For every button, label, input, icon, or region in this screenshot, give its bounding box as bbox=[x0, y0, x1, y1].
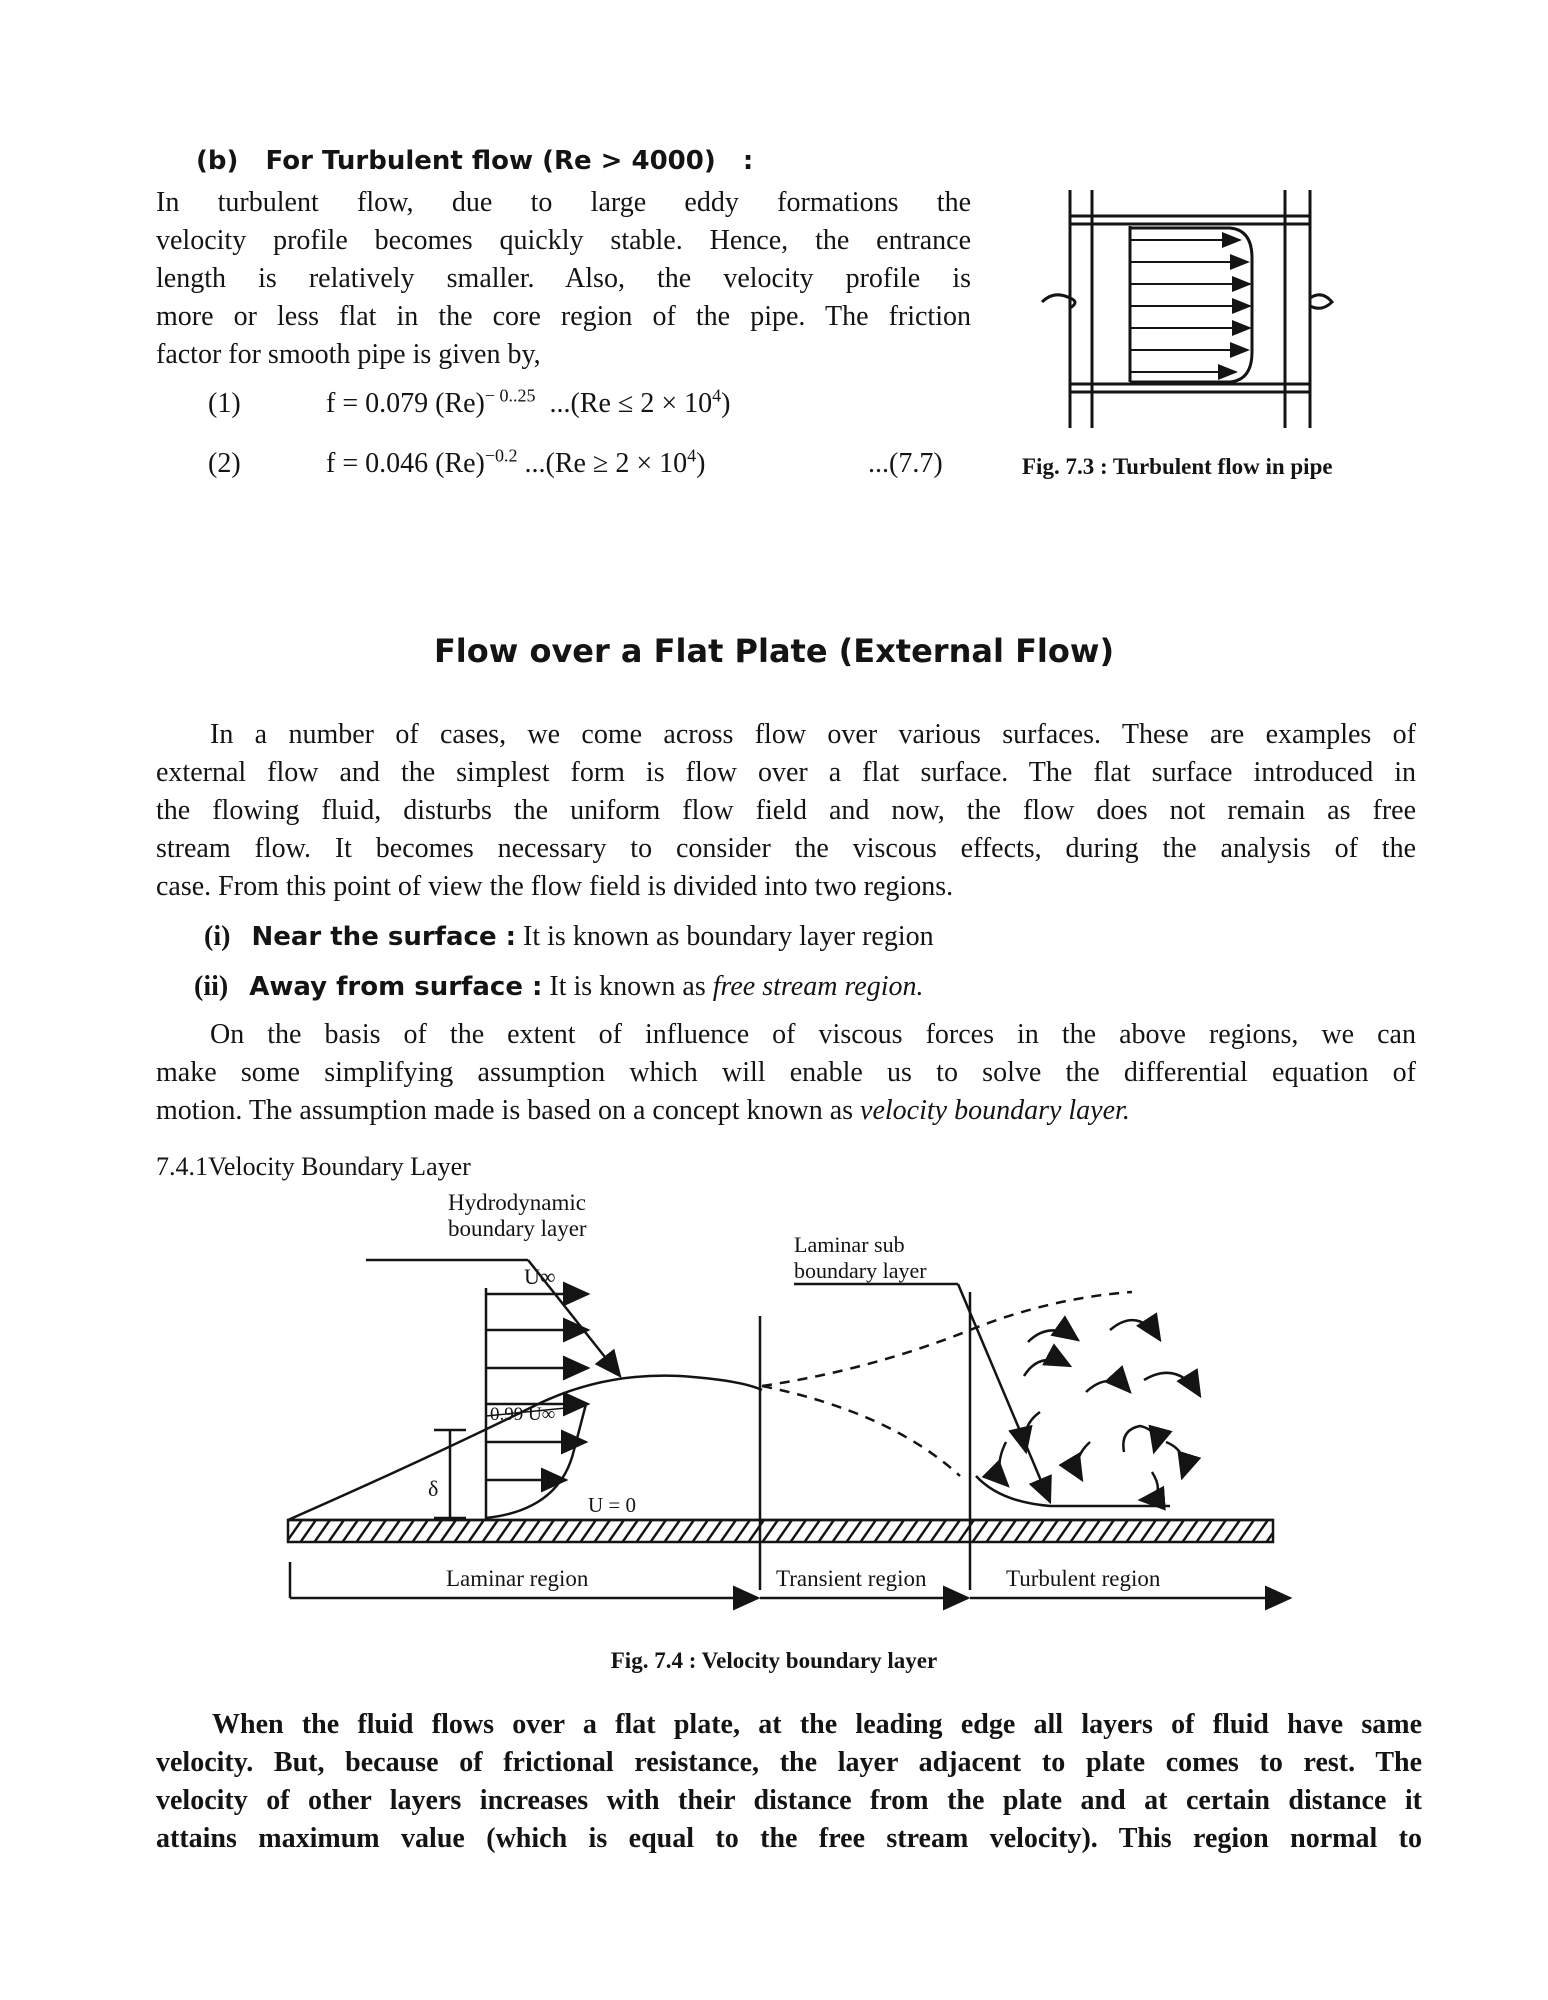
closing-line-4: attains maximum value (which is equal to the free stream velocity). This region normal to bbox=[156, 1823, 1422, 1854]
item2-number: (ii) bbox=[194, 971, 229, 1002]
eq2-number: (2) bbox=[208, 448, 241, 479]
item1-number: (i) bbox=[204, 921, 231, 952]
eq1-exponent: − 0..25 bbox=[484, 385, 536, 406]
turbulent-line-5: factor for smooth pipe is given by, bbox=[156, 339, 541, 370]
eq1-lhs: f = 0.079 (Re) bbox=[326, 388, 485, 419]
flat-plate bbox=[288, 1520, 1273, 1542]
fig-7-4-caption: Fig. 7.4 : Velocity boundary layer bbox=[610, 1648, 938, 1673]
eq1-condition: ...(Re ≤ 2 × 10 bbox=[549, 388, 713, 419]
basis-italic: velocity boundary layer. bbox=[860, 1095, 1130, 1126]
transient-region-label: Transient region bbox=[776, 1566, 927, 1591]
basis-line-3 bbox=[156, 1092, 1130, 1130]
turbulent-pipe-figure bbox=[1040, 180, 1360, 430]
intro-line-3: the flowing fluid, disturbs the uniform flow field and now, the flow does not remain as free bbox=[156, 795, 1416, 826]
item1-label: Near the surface : bbox=[251, 922, 517, 952]
equation-2 bbox=[326, 445, 706, 480]
subsection-title: 7.4.1Velocity Boundary Layer bbox=[156, 1152, 471, 1181]
laminar-sub-label-2: boundary layer bbox=[794, 1258, 927, 1283]
u99-label: 0.99 U∞ bbox=[490, 1404, 556, 1425]
equation-1 bbox=[326, 385, 731, 420]
list-item-away-surface bbox=[194, 968, 923, 1006]
basis-line-1: On the basis of the extent of influence of viscous forces in the above regions, we can bbox=[210, 1019, 1416, 1050]
item2-text: It is known as bbox=[549, 971, 706, 1002]
eq1-number: (1) bbox=[208, 388, 241, 419]
eq2-cond-exponent: 4 bbox=[687, 445, 697, 466]
hydro-label-1: Hydrodynamic bbox=[448, 1190, 586, 1215]
transition-lower-dashed bbox=[762, 1386, 960, 1476]
section-title: Flow over a Flat Plate (External Flow) bbox=[433, 632, 1115, 670]
delta-label: δ bbox=[428, 1476, 439, 1501]
heading-colon: : bbox=[742, 146, 754, 176]
basis-line-2: make some simplifying assumption which will enable us to solve the differential equation of bbox=[156, 1057, 1416, 1088]
eq2-close: ) bbox=[696, 448, 706, 479]
equation-reference: ...(7.7) bbox=[868, 448, 943, 479]
closing-line-1: When the fluid flows over a flat plate, at the leading edge all layers of fluid have same bbox=[212, 1709, 1422, 1740]
laminar-sub-label-1: Laminar sub bbox=[794, 1232, 905, 1257]
intro-line-4: stream flow. It becomes necessary to consider the viscous effects, during the analysis of the bbox=[156, 833, 1416, 864]
fig-7-3-caption: Fig. 7.3 : Turbulent flow in pipe bbox=[1022, 454, 1333, 479]
heading-label: (b) bbox=[196, 146, 239, 176]
eq1-cond-exponent: 4 bbox=[712, 385, 722, 406]
hydro-leader-arrow bbox=[528, 1260, 620, 1376]
basis-last-text: motion. The assumption made is based on a concept known as bbox=[156, 1095, 854, 1126]
item2-label: Away from surface : bbox=[249, 972, 543, 1002]
pipe-break-right bbox=[1310, 295, 1332, 308]
closing-line-3: velocity of other layers increases with their distance from the plate and at certain distance it bbox=[156, 1785, 1422, 1816]
laminar-sublayer-curve bbox=[976, 1476, 1170, 1506]
u-infinity-label: U∞ bbox=[524, 1264, 556, 1289]
boundary-layer-curve bbox=[288, 1376, 762, 1520]
intro-line-2: external flow and the simplest form is flow over a flat surface. The flat surface introduced in bbox=[156, 757, 1416, 788]
turbulent-line-2: velocity profile becomes quickly stable. Hence, the entrance bbox=[156, 225, 971, 256]
turbulent-heading bbox=[196, 142, 753, 180]
u-zero-label: U = 0 bbox=[588, 1493, 637, 1517]
eq1-close: ) bbox=[721, 388, 731, 419]
turbulent-line-1: In turbulent flow, due to large eddy formations the bbox=[156, 187, 971, 218]
list-item-near-surface bbox=[204, 918, 934, 956]
turbulent-line-3: length is relatively smaller. Also, the velocity profile is bbox=[156, 263, 971, 294]
item2-italic: free stream region. bbox=[712, 971, 924, 1002]
eq2-condition: ...(Re ≥ 2 × 10 bbox=[524, 448, 688, 479]
hydro-label-2: boundary layer bbox=[448, 1216, 587, 1241]
intro-line-1: In a number of cases, we come across flow over various surfaces. These are examples of bbox=[210, 719, 1416, 750]
closing-line-2: velocity. But, because of frictional resistance, the layer adjacent to plate comes to rest. The bbox=[156, 1747, 1422, 1778]
intro-line-5: case. From this point of view the flow field is divided into two regions. bbox=[156, 871, 954, 902]
velocity-boundary-layer-figure bbox=[270, 1180, 1310, 1630]
eq2-lhs: f = 0.046 (Re) bbox=[326, 448, 485, 479]
item1-text: It is known as boundary layer region bbox=[523, 921, 934, 952]
turbulent-region-label: Turbulent region bbox=[1006, 1566, 1161, 1591]
eq2-exponent: −0.2 bbox=[484, 445, 518, 466]
heading-text: For Turbulent flow (Re > 4000) bbox=[265, 146, 716, 176]
laminar-region-label: Laminar region bbox=[446, 1566, 589, 1591]
turbulent-line-4: more or less flat in the core region of the pipe. The friction bbox=[156, 301, 971, 332]
